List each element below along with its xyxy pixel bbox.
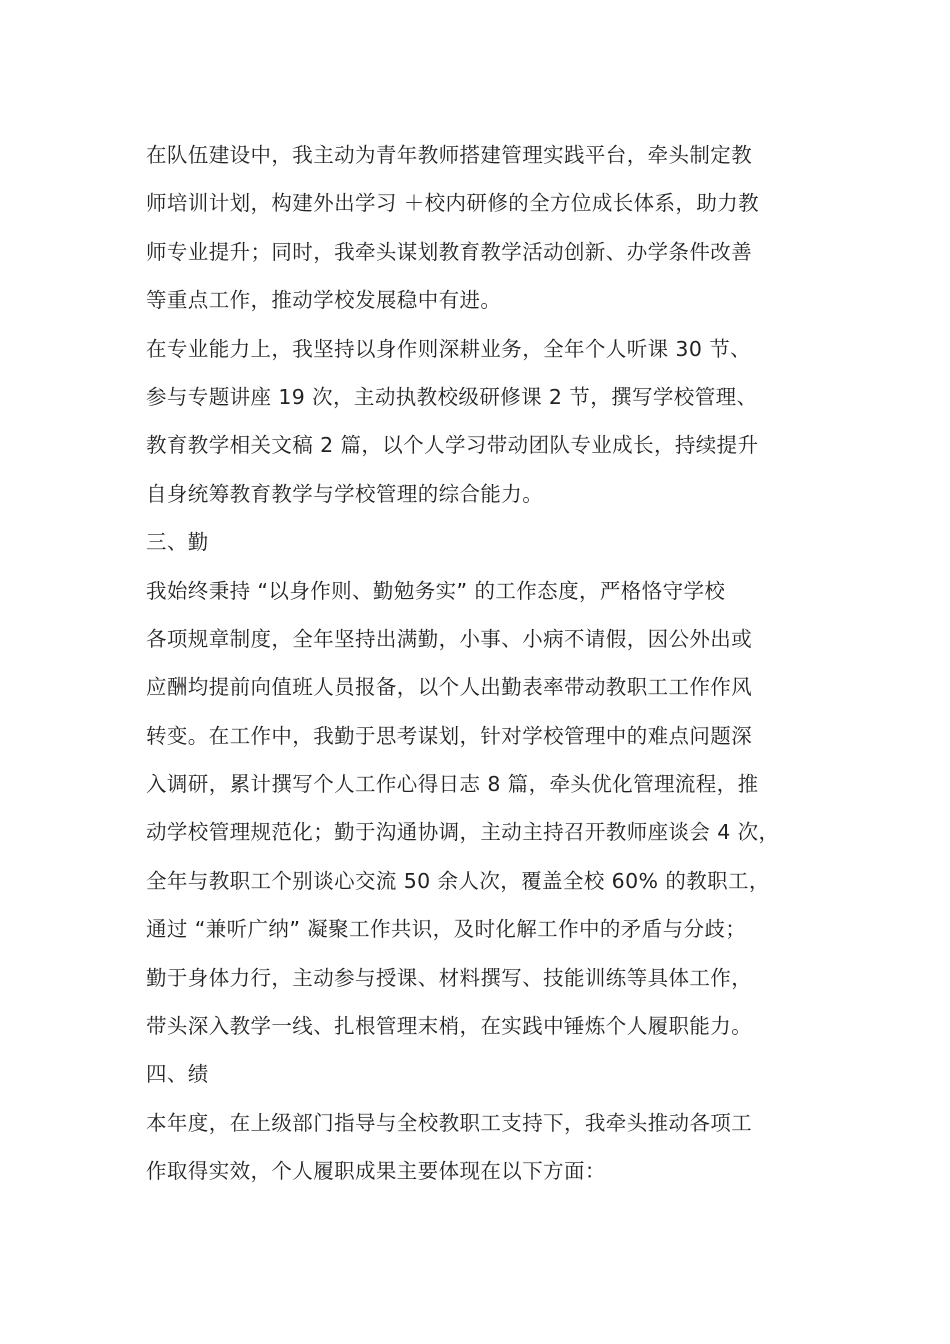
text-line: 应酬均提前向值班人员报备，以个人出勤表率带动教职工工作作风 xyxy=(146,675,753,700)
text-line: 自身统筹教育教学与学校管理的综合能力。 xyxy=(146,481,544,506)
text-line: 师专业提升；同时，我牵头谋划教育教学活动创新、办学条件改善 xyxy=(146,239,753,264)
text-line: 在队伍建设中，我主动为青年教师搭建管理实践平台，牵头制定教 xyxy=(146,143,753,167)
text-line: 师培训计划，构建外出学习 ＋校内研修的全方位成长体系，助力教 xyxy=(146,191,760,216)
text-line: 转变。在工作中，我勤于思考谋划，针对学校管理中的难点问题深 xyxy=(146,723,753,748)
text-line: 勤于身体力行，主动参与授课、材料撰写、技能训练等具体工作， xyxy=(146,965,753,990)
document-body xyxy=(146,131,836,1196)
text-line: 动学校管理规范化；勤于沟通协调，主动主持召开教师座谈会 4 次， xyxy=(146,820,780,845)
text-line: 等重点工作，推动学校发展稳中有进。 xyxy=(146,288,502,313)
text-line: 参与专题讲座 19 次，主动执教校级研修课 2 节，撰写学校管理、 xyxy=(146,384,758,409)
text-line: 在专业能力上，我坚持以身作则深耕业务，全年个人听课 30 节、 xyxy=(146,336,752,361)
section-heading: 三、勤 xyxy=(146,530,209,555)
text-line: 通过 “兼听广纳” 凝聚工作共识，及时化解工作中的矛盾与分歧； xyxy=(146,917,747,942)
section-heading: 四、绩 xyxy=(146,1062,209,1087)
text-line: 我始终秉持 “以身作则、勤勉务实” 的工作态度，严格恪守学校 xyxy=(146,578,726,603)
text-line: 带头深入教学一线、扎根管理末梢，在实践中锤炼个人履职能力。 xyxy=(146,1014,753,1039)
text-line: 各项规章制度，全年坚持出满勤，小事、小病不请假，因公外出或 xyxy=(146,626,753,651)
text-line: 本年度，在上级部门指导与全校教职工支持下，我牵头推动各项工 xyxy=(146,1110,753,1135)
text-line: 作取得实效，个人履职成果主要体现在以下方面： xyxy=(146,1159,606,1184)
text-line: 教育教学相关文稿 2 篇，以个人学习带动团队专业成长，持续提升 xyxy=(146,433,759,458)
text-line: 入调研，累计撰写个人工作心得日志 8 篇，牵头优化管理流程，推 xyxy=(146,772,759,797)
text-line: 全年与教职工个别谈心交流 50 余人次，覆盖全校 60% 的教职工， xyxy=(146,868,770,893)
